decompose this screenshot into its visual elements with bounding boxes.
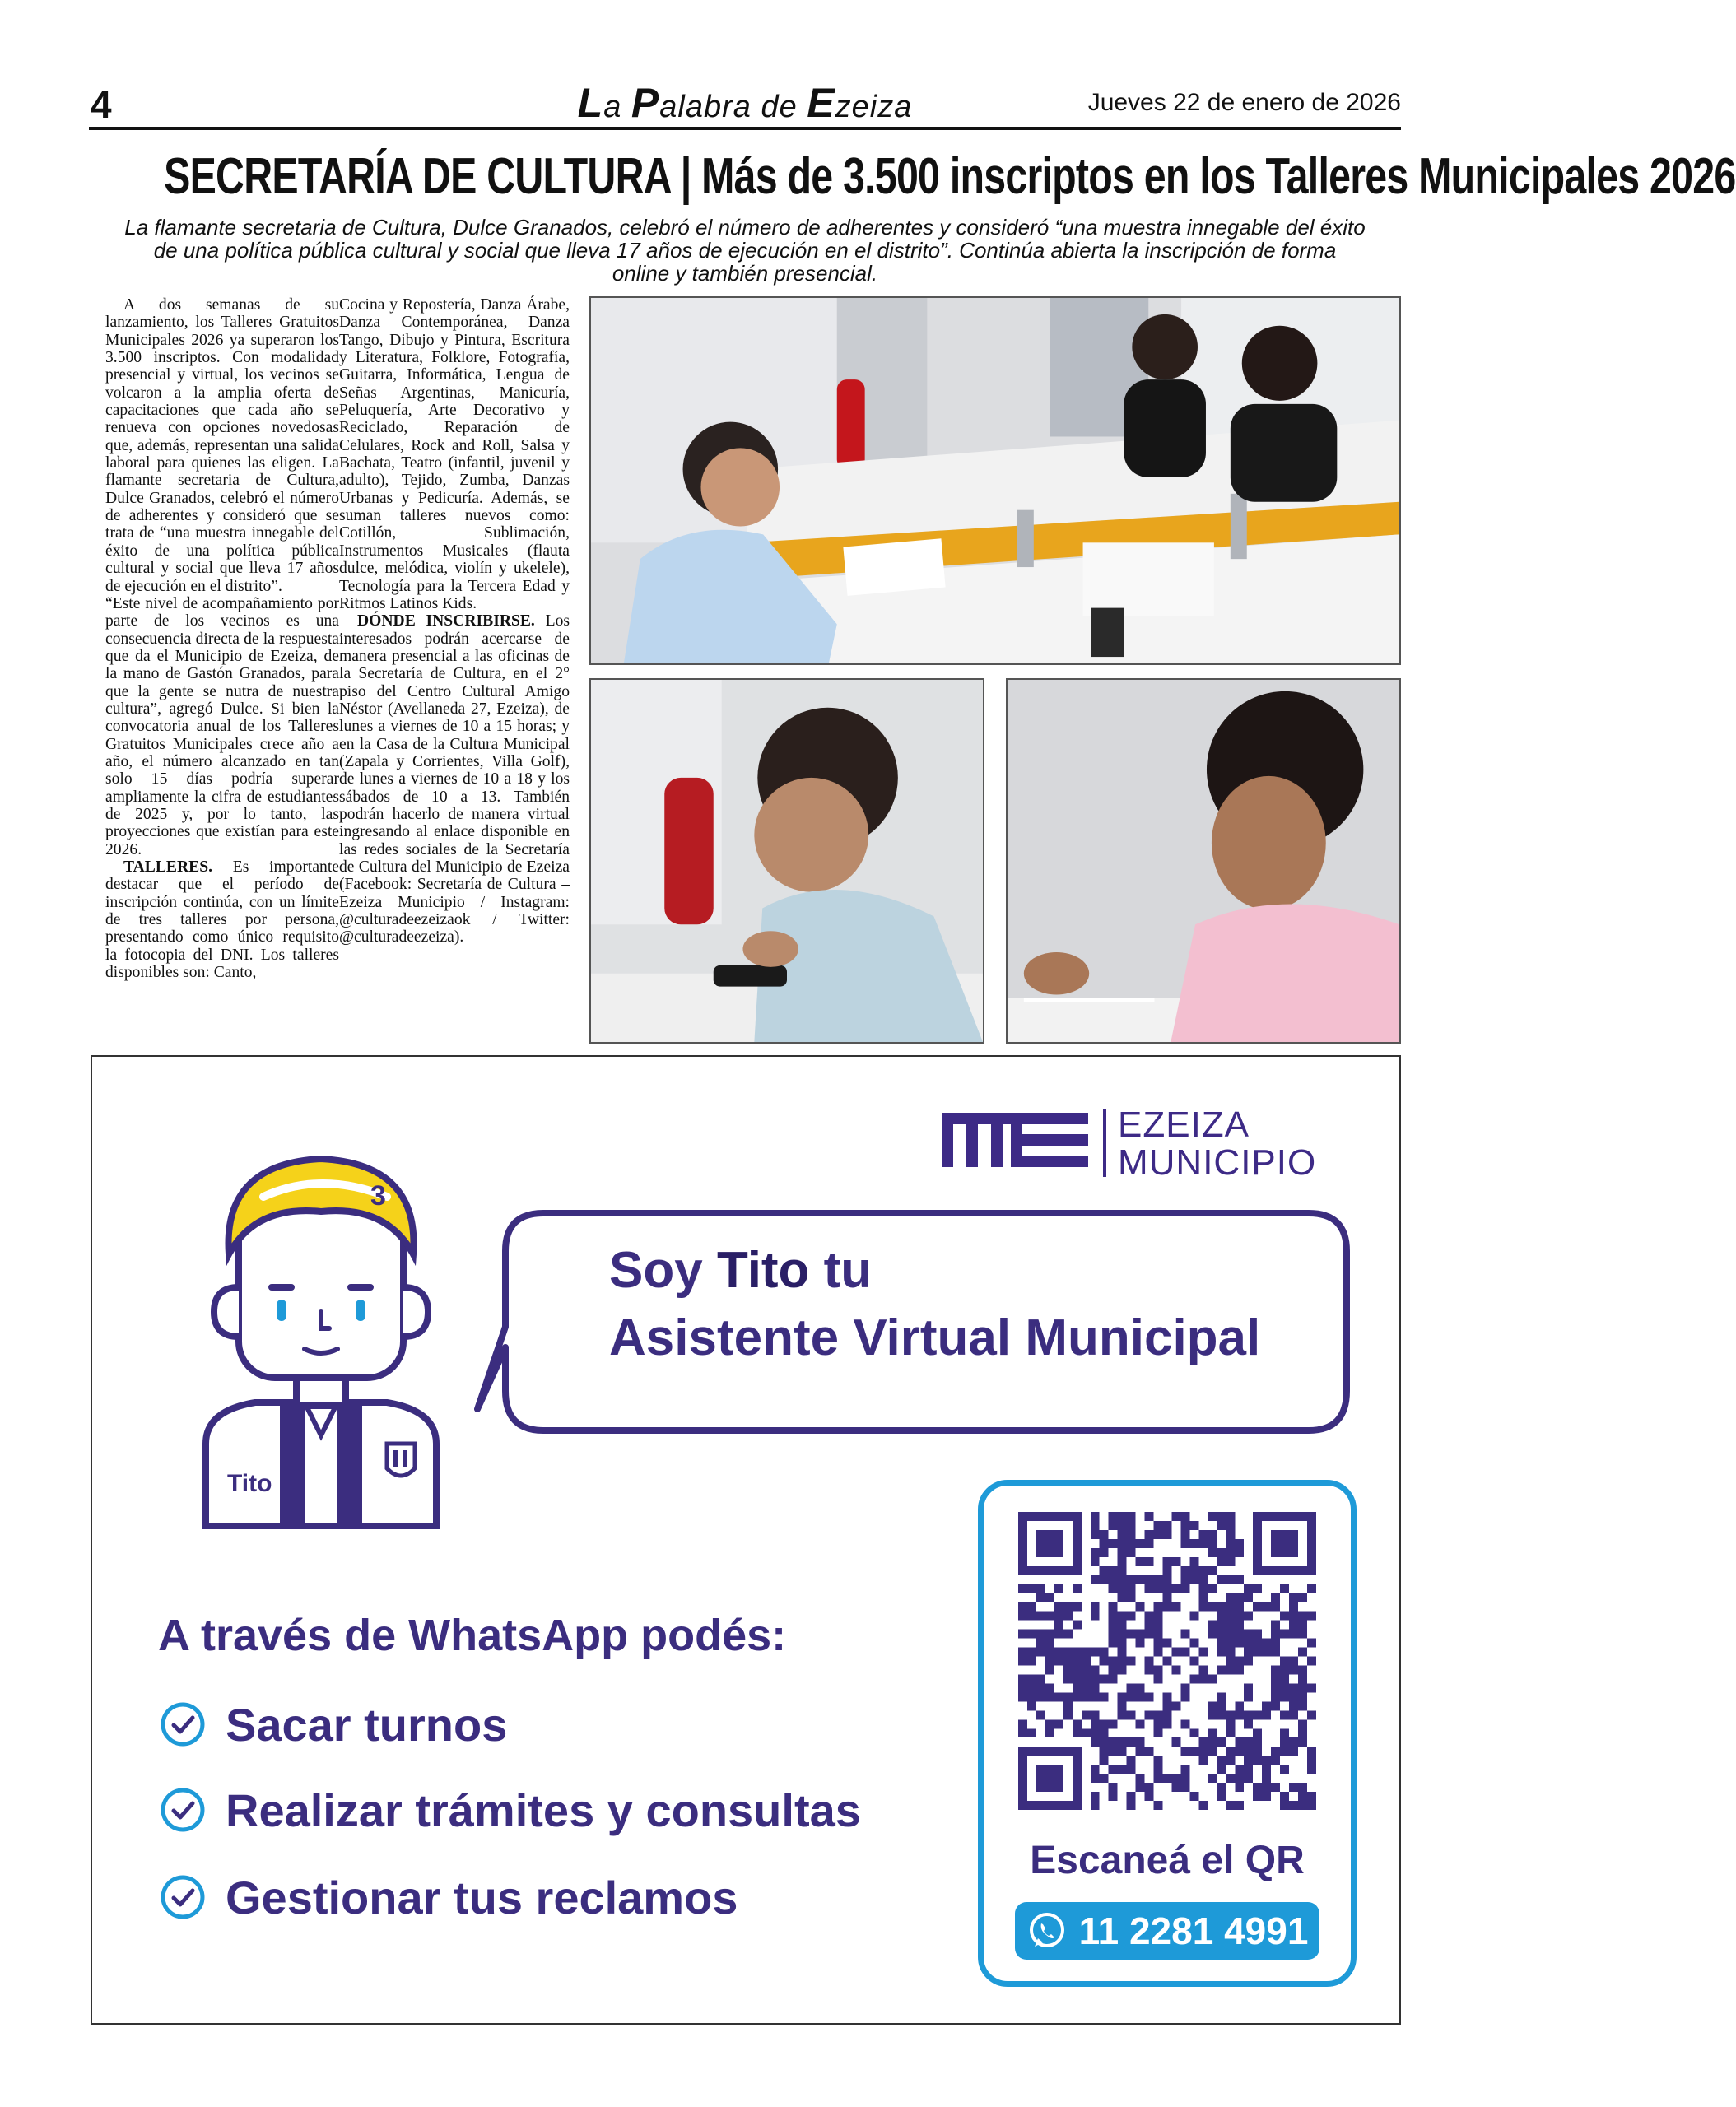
article-paragraph: A dos semanas de su lanzamiento, los Talleres Gratuitos Municipales 2026 ya superaron los 3.500 inscriptos. Con modalidad presencial y virtual, los vecinos se volcaron a la amplia oferta de capacitaciones que cada año se renueva con opciones novedosas que, además, representan una salida laboral para quienes las eligen. La flamante secretaria de Cultura, Dulce Granados, celebró el número de adherentes y consideró que se trata de “una muestra innegable del éxito de una política pública cultural y social que lleva 17 años de ejecución en el distrito”. (105, 296, 339, 595)
bubble-text: Soy (609, 1242, 717, 1299)
issue-date: Jueves 22 de enero de 2026 (1087, 89, 1401, 116)
qr-caption: Escaneá el QR (1030, 1839, 1305, 1882)
article-paragraph: “Este nivel de acompañamiento por parte de los vecinos es una consecuencia directa de la respuesta que da el Municipio de Ezeiza, de la mano de Gastón Granados, para que la gente se nutra de nuestra cultura”, agregó Dulce. Si bien la convocatoria anual de los Talleres Gratuitos Municipales crece año a año, el número alcanzado en tan solo 15 días podría superar ampliamente la cifra de estudiantes de 2025 y, por lo tanto, las proyecciones que existían para este 2026. (105, 594, 339, 858)
article-column-2 (339, 296, 570, 947)
article-paragraph: Cocina y Repostería, Danza Árabe, Danza Contemporánea, Danza Tango, Dibujo y Pintura, Escritura y Literatura, Folklore, Fotografía, Guitarra, Informática, Lengua de Señas Argentinas, Manicuría, Peluquería, Arte Decorativo y Reciclado, Reparación de Celulares, Rock and Roll, Salsa y Bachata, Teatro (infantil, juvenil y adulto), Tejido, Zumba, Danzas Urbanas y Pedicuría. Además, se suman talleres nuevos como: Cotillón, Sublimación, Instrumentos Musicales (flauta dulce, melódica, violín y ukelele), Tecnología para la Tercera Edad y Ritmos Latinos Kids. (339, 296, 570, 612)
page-number: 4 (91, 83, 112, 126)
service-item-label: Gestionar tus reclamos (226, 1871, 738, 1923)
service-item-reclamos (160, 1868, 738, 1926)
advertisement (91, 1055, 1401, 2025)
paper-name-part: alabra de (659, 90, 807, 124)
paper-name-part: a (603, 90, 631, 124)
qr-panel (978, 1480, 1357, 1987)
article-column-1 (105, 296, 339, 981)
paper-name-part: zeiza (835, 90, 913, 124)
article-lead: La flamante secretaria de Cultura, Dulce Granados, celebró el número de adherentes y consideró “una muestra innegable del éxito de una política pública cultural y social que lleva 17 años de ejecución en el distrito”. Continúa abierta la inscripción de forma online y también presencial. (124, 215, 1366, 286)
logo-text-ezeiza: EZEIZA (1118, 1105, 1250, 1145)
service-item-turnos (160, 1695, 507, 1753)
service-item-tramites (160, 1781, 861, 1839)
article-paragraph (339, 612, 570, 947)
service-item-label: Sacar turnos (226, 1698, 508, 1751)
mascot-name-tag: Tito (227, 1470, 272, 1497)
logo-divider (1103, 1109, 1106, 1177)
tito-mascot-illustration (181, 1147, 461, 1526)
check-circle-icon (160, 1701, 206, 1747)
service-item-label: Realizar trámites y consultas (226, 1784, 861, 1836)
section-label: TALLERES. (123, 858, 212, 876)
check-circle-icon (160, 1874, 206, 1920)
logo-text-municipio: MUNICIPIO (1118, 1142, 1317, 1183)
whatsapp-phone-number: 11 2281 4991 (1078, 1909, 1309, 1952)
section-label: DÓNDE INSCRIBIRSE. (357, 612, 535, 630)
photo-woman-pink-shirt (1006, 678, 1401, 1044)
section-text: Es importante destacar que el período de inscripción continúa, con un límite de tres talleres por persona, presentando como único requisito la fotocopia del DNI. Los talleres disponibles son: Canto, (105, 858, 339, 982)
article-paragraph (105, 858, 339, 981)
article-headline: SECRETARÍA DE CULTURA | Más de 3.500 inscriptos en los Talleres Municipales 2026 (164, 148, 1736, 205)
paper-name-letter: E (807, 80, 835, 126)
speech-bubble (486, 1203, 1358, 1442)
ezeiza-municipio-logo (942, 1105, 1370, 1185)
whatsapp-heading: A través de WhatsApp podés: (158, 1611, 787, 1660)
bubble-name: Tito (716, 1242, 810, 1299)
mascot-number: 3 (370, 1180, 386, 1212)
check-circle-icon (160, 1787, 206, 1833)
section-text: Los interesados podrán acercarse de manera presencial a las oficinas de la Secretaría de Cultura, en el 2° piso del Centro Cultural Amigo Néstor (Avellaneda 27, Ezeiza), de lunes a viernes de 10 a 15 horas; y en la Casa de la Cultura Municipal (Zapala y Corrientes, Villa Golf), de lunes a viernes de 10 a 18 y los sábados de 10 a 13. También podrán hacerlo de manera virtual ingresando al enlace disponible en las redes sociales de la Secretaría de Cultura del Municipio de Ezeiza (Facebook: Secretaría de Cultura – Ezeiza Municipio / Instagram: @culturadeezeizaok / Twitter: @culturadeezeiza). (339, 612, 570, 947)
qr-code[interactable] (1018, 1512, 1316, 1810)
bubble-line-1 (609, 1241, 872, 1300)
whatsapp-phone-badge[interactable] (1015, 1902, 1319, 1960)
bubble-text: tu (809, 1242, 873, 1299)
tito-mascot (181, 1147, 461, 1526)
paper-name-letter: L (577, 80, 604, 126)
bubble-line-2: Asistente Virtual Municipal (609, 1309, 1261, 1366)
header-divider (89, 127, 1401, 130)
paper-name-letter: P (631, 80, 660, 126)
photo-woman-writing (589, 678, 984, 1044)
photo-registration-desk (589, 296, 1401, 665)
logo-mark-icon (942, 1113, 1088, 1167)
whatsapp-icon (1026, 1910, 1068, 1951)
